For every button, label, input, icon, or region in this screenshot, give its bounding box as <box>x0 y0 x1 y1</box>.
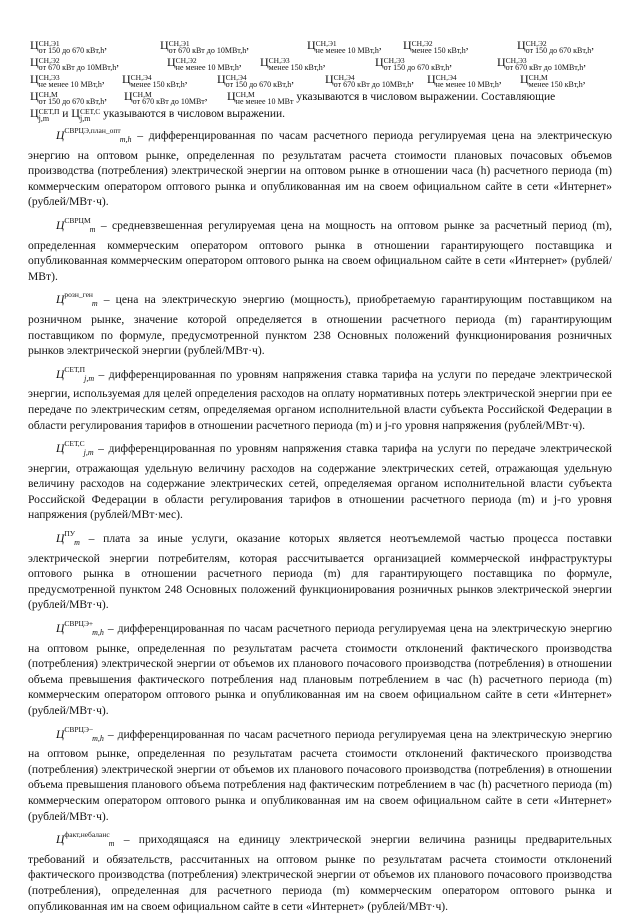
component-symbols-line: Ц СЕТ,П j,m и Ц СЕТ,С j,m указываются в числовом выражении. <box>30 106 286 123</box>
variable-symbol: Ц СН,Э2 от 150 до 670 кВт,h , <box>517 38 594 55</box>
definition-paragraph: $Ц^{розн\_ген}_m$ – цена на электрическую энергию (мощность), приобретаемую гарантирующим поставщиком на розничном рынке, значение которой определяется в отношении расчетного периода (m) гарантирующим поставщиком по формуле, предусмотренной пунктом 238 Основных положений функционирования розничных рынков электрической энергии (рублей/МВт·ч). <box>28 290 612 358</box>
variable-symbol: Ц СН,Э3 не менее 10 МВт,h , <box>30 72 105 89</box>
variable-symbol: Ц СН,Э1 от 150 до 670 кВт,h , <box>30 38 107 55</box>
definition-paragraph: $Ц^{СВРЦЭ,план\_опт}_{m,h}$ – дифференцированная по часам расчетного периода регулируемая цена на электрическую энергию на оптовом рынке, определенная по результатам расчета стоимости плановых почасовых объемов производства (потребления) электрической энергии на оптовом рынке в отношении часа (h) расчетного периода (m) коммерческим оператором оптового рынка и опубликованная им на своем официальном сайте в сети «Интернет» (рублей/МВт·ч). <box>28 126 612 209</box>
definition-paragraph: $Ц^{СВРЦЭ-}_{m,h}$ – дифференцированная по часам расчетного периода регулируемая цена на электрическую энергию на оптовом рынке, определенная по результатам расчета стоимости отклонений фактического производства (потребления) электрической энергии от объемов их планового почасового производства (потребления) в отношении объема превышения планового объема потребления над фактическим потреблением в час (h) расчетного периода (m) коммерческим оператором оптового рынка и опубликованная им на своем официальном сайте в сети «Интернет» (рублей/МВт·ч). <box>28 724 612 823</box>
price-symbol: $Ц^{розн\_ген}_m$ <box>56 290 98 309</box>
definitions-text <box>28 123 612 917</box>
price-symbol: $Ц^{СЕТ,С}_{j,m}$ <box>56 439 94 458</box>
definition-paragraph: $Ц^{СВРЦЭ+}_{m,h}$ – дифференцированная по часам расчетного периода регулируемая цена на электрическую энергию на оптовом рынке, определенная по результатам расчета стоимости отклонений фактического производства (потребления) электрической энергии от объемов их планового почасового производства (потребления) в отношении объема превышения фактического потребления над плановым потреблением в час (h) расчетного периода (m) коммерческим оператором оптового рынка и опубликованная им на своем официальном сайте в сети «Интернет» (рублей/МВт·ч). <box>28 619 612 717</box>
variable-symbol: Ц СН,М не менее 10 МВт указываются в числовом выражении. Составляющие <box>227 89 556 106</box>
variable-symbol: Ц СН,Э2 менее 150 кВт,h , <box>403 38 469 55</box>
price-symbol: $Ц^{СВРЦЭ+}_{m,h}$ <box>56 619 104 638</box>
variable-row <box>30 55 610 72</box>
variable-symbol: Ц СН,Э1 не менее 10 МВт,h , <box>307 38 382 55</box>
variable-symbol: Ц СН,Э2 не менее 10 МВт,h , <box>167 55 242 72</box>
variable-symbol: Ц СН,М менее 150 кВт,h , <box>520 72 586 89</box>
price-symbol: $Ц^{СВРЦЭ-}_{m,h}$ <box>56 724 104 743</box>
variable-row <box>30 106 610 123</box>
variable-row <box>30 38 610 55</box>
variable-symbol: Ц СН,Э3 от 150 до 670 кВт,h , <box>375 55 452 72</box>
variable-symbol: Ц СН,М от 150 до 670 кВт,h , <box>30 89 107 106</box>
price-symbol: $Ц^{СЕТ,П}_{j,m}$ <box>56 364 95 383</box>
price-symbol: $Ц^{факт,небаланс}_m$ <box>56 830 115 849</box>
variable-symbol: Ц СН,Э4 менее 150 кВт,h , <box>122 72 188 89</box>
variable-list <box>30 38 610 123</box>
price-symbol: $Ц^{СВРЦЭ,план\_опт}_{m,h}$ <box>56 126 132 144</box>
variable-symbol: Ц СН,Э3 менее 150 кВт,h , <box>260 55 326 72</box>
price-symbol: $Ц^{ПУ}_m$ <box>56 529 80 548</box>
variable-row <box>30 72 610 89</box>
variable-symbol: Ц СН,Э2 от 670 кВт до 10МВт,h , <box>30 55 119 72</box>
variable-symbol: Ц СН,Э4 от 150 до 670 кВт,h , <box>217 72 294 89</box>
definition-paragraph: $Ц^{ПУ}_m$ – плата за иные услуги, оказание которых является неотъемлемой частью процесса поставки электрической энергии потребителям, которая рассчитывается организацией коммерческой инфраструктуры оптового рынка в отношении расчетного периода (m) для гарантирующего поставщика по формуле, предусмотренной пунктом 248 Основных положений функционирования розничных рынков электрической энергии (рублей/МВт·ч). <box>28 529 612 612</box>
variable-symbol: Ц СН,М от 670 кВт до 10МВт , <box>124 89 208 106</box>
variable-row <box>30 89 610 106</box>
definition-paragraph: $Ц^{факт,небаланс}_m$ – приходящаяся на единицу электрической энергии величина разницы предварительных требований и обязательств, рассчитанных на оптовом рынке по результатам расчета стоимости отклонений фактического производства (потребления) электрической энергии от объемов их планового почасового производства (потребления), определенная для расчетного периода (m) коммерческим оператором оптового рынка и опубликованная им на своем официальном сайте в сети «Интернет» (рублей/МВт·ч). <box>28 830 612 913</box>
price-symbol: $Ц^{СВРЦМ}_m$ <box>56 215 96 234</box>
variable-symbol: Ц СН,Э3 от 670 кВт до 10МВт,h , <box>497 55 586 72</box>
definition-paragraph: $Ц^{СВРЦМ}_m$ – средневзвешенная регулируемая цена на мощность на оптовом рынке за расчетный период (m), определенная коммерческим оператором оптового рынка в отношении гарантирующего поставщика и опубликованная коммерческим оператором оптового рынка на своем официальном сайте в сети «Интернет» (рублей/МВт). <box>28 215 612 283</box>
variable-symbol: Ц СН,Э4 от 670 кВт до 10МВт,h , <box>325 72 414 89</box>
variable-symbol: Ц СН,Э4 не менее 10 МВт,h , <box>427 72 502 89</box>
variable-symbol: Ц СН,Э1 от 670 кВт до 10МВт,h , <box>160 38 249 55</box>
definition-paragraph: $Ц^{СЕТ,П}_{j,m}$ – дифференцированная по уровням напряжения ставка тарифа на услуги по передаче электрической энергии, используемая для целей определения расходов на оплату нормативных потерь электрической энергии при ее передаче по электрическим сетям, определяемая органом исполнительной власти субъекта Российской Федерации в области регулирования тарифов в отношении расчетного периода (m) и j-го уровня напряжения (рублей/МВт·ч). <box>28 364 612 432</box>
definition-paragraph: $Ц^{СЕТ,С}_{j,m}$ – дифференцированная по уровням напряжения ставка тарифа на услуги по передаче электрической энергии, отражающая удельную величину расходов на содержание электрических сетей, отражающая удельную величину расходов на содержание электрических сетей, определяемая органом исполнительной власти субъекта Российской Федерации в области регулирования тарифов в отношении расчетного периода (m) и j-го уровня напряжения (рублей/МВт·мес). <box>28 439 612 522</box>
